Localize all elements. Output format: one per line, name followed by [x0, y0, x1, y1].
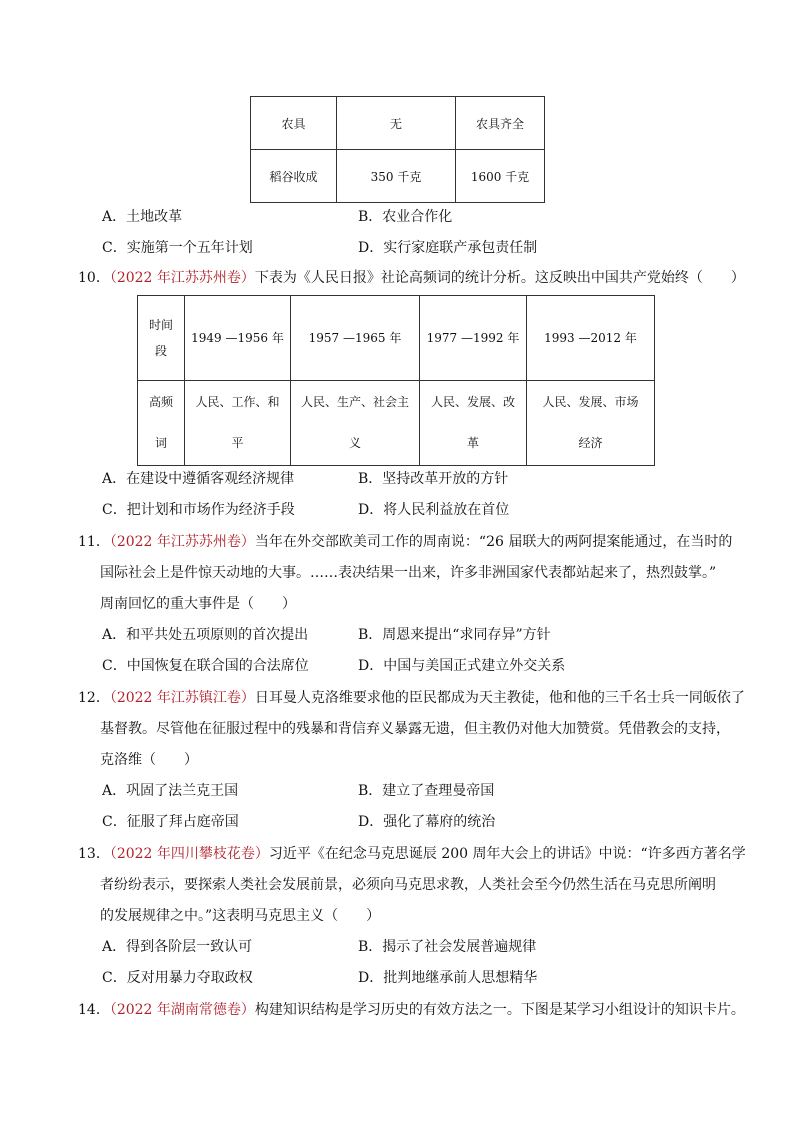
q10-option-c: C．把计划和市场作为经济手段 — [102, 502, 295, 518]
question-text: 日耳曼人克洛维要求他的臣民都成为天主教徒，他和他的三千名士兵一同皈依了 — [254, 690, 745, 706]
q9-option-b: B．农业合作化 — [358, 209, 453, 225]
question-source: （2022 年江苏苏州卷） — [109, 270, 255, 286]
q13-stem-line-3: 的发展规律之中。”这表明马克思主义（ ） — [100, 908, 381, 924]
table-cell: 350 千克 — [337, 150, 456, 203]
table-cell-line: 人民、工作、和 — [195, 395, 280, 409]
q12-option-a: A．巩固了法兰克王国 — [102, 783, 239, 799]
q12-stem-line-3: 克洛维（ ） — [100, 752, 198, 768]
question-source: （2022 年四川攀枝花卷） — [109, 846, 269, 862]
q9-option-a: A．土地改革 — [102, 209, 183, 225]
table-cell-line: 义 — [348, 436, 361, 450]
table-cell: 1993 —2012 年 — [527, 296, 655, 381]
question-source: （2022 年湖南常德卷） — [109, 1002, 255, 1018]
q12-option-c: C．征服了拜占庭帝国 — [102, 814, 239, 830]
question-text: 构建知识结构是学习历史的有效方法之一。下图是某学习小组设计的知识卡片。 — [254, 1002, 745, 1018]
q13-option-a: A．得到各阶层一致认可 — [102, 939, 253, 955]
question-source: （2022 年江苏苏州卷） — [109, 534, 255, 550]
table-cell-line: 平 — [231, 436, 244, 450]
q13-option-b: B．揭示了社会发展普遍规律 — [358, 939, 537, 955]
q10-stem — [78, 268, 745, 288]
q10-option-d: D．将人民利益放在首位 — [358, 502, 510, 518]
q12-option-d: D．强化了幕府的统治 — [358, 814, 496, 830]
table-row-label-line: 词 — [154, 436, 167, 450]
table-cell-line: 革 — [466, 436, 479, 450]
q11-option-d: D．中国与美国正式建立外交关系 — [358, 658, 566, 674]
q12-stem-line-1 — [78, 688, 745, 708]
table-cell: 1957 —1965 年 — [291, 296, 420, 381]
q12-option-b: B．建立了查理曼帝国 — [358, 783, 495, 799]
q11-option-a: A．和平共处五项原则的首次提出 — [102, 627, 309, 643]
q13-stem-line-2: 者纷纷表示，要探索人类社会发展前景，必须向马克思求教，人类社会至今仍然生活在马克思所阐明 — [100, 877, 716, 893]
question-9-table — [250, 96, 545, 203]
table-cell — [185, 381, 291, 466]
q11-option-c: C．中国恢复在联合国的合法席位 — [102, 658, 309, 674]
q9-option-c: C．实施第一个五年计划 — [102, 240, 253, 256]
table-header-cell — [138, 296, 185, 381]
q12-stem-line-2: 基督教。尽管他在征服过程中的残暴和背信弃义暴露无遗，但主教仍对他大加赞赏。凭借教会的支持， — [100, 721, 730, 737]
question-source: （2022 年江苏镇江卷） — [109, 690, 255, 706]
table-cell: 农具 — [251, 97, 337, 150]
table-header-label: 段 — [154, 344, 167, 358]
question-10-table — [137, 295, 655, 466]
table-cell — [420, 381, 527, 466]
question-number: 10． — [78, 270, 110, 286]
table-cell-line: 人民、发展、改 — [430, 395, 515, 409]
q13-stem-line-1 — [78, 844, 746, 864]
table-row-label — [138, 381, 185, 466]
table-cell: 农具齐全 — [456, 97, 545, 150]
table-cell-line: 人民、发展、市场 — [542, 395, 639, 409]
table-cell-line: 经济 — [578, 436, 603, 450]
question-text: 当年在外交部欧美司工作的周南说：“26 届联大的两阿提案能通过，在当时的 — [254, 534, 733, 550]
q14-stem — [78, 1000, 745, 1020]
table-cell: 无 — [337, 97, 456, 150]
table-cell: 1600 千克 — [456, 150, 545, 203]
q9-option-d: D．实行家庭联产承包责任制 — [358, 240, 538, 256]
question-number: 13． — [78, 846, 110, 862]
question-number: 12． — [78, 690, 110, 706]
q10-option-b: B．坚持改革开放的方针 — [358, 471, 509, 487]
table-cell: 1949 —1956 年 — [185, 296, 291, 381]
table-cell — [527, 381, 655, 466]
q13-option-c: C．反对用暴力夺取政权 — [102, 970, 253, 986]
table-cell: 稻谷收成 — [251, 150, 337, 203]
table-cell — [291, 381, 420, 466]
q13-option-d: D．批判地继承前人思想精华 — [358, 970, 538, 986]
question-number: 14． — [78, 1002, 110, 1018]
q11-option-b: B．周恩来提出“求同存异”方针 — [358, 627, 551, 643]
question-text: 习近平《在纪念马克思诞辰 200 周年大会上的讲话》中说：“许多西方著名学 — [268, 846, 746, 862]
question-text: 下表为《人民日报》社论高频词的统计分析。这反映出中国共产党始终（ ） — [254, 270, 745, 286]
table-row-label-line: 高频 — [148, 395, 173, 409]
q11-stem-line-1 — [78, 532, 732, 552]
table-cell-line: 人民、生产、社会主 — [300, 395, 409, 409]
question-number: 11． — [78, 534, 110, 550]
table-header-label: 时间 — [148, 318, 173, 332]
q11-stem-line-3: 周南回忆的重大事件是（ ） — [100, 596, 296, 612]
table-cell: 1977 —1992 年 — [420, 296, 527, 381]
q10-option-a: A．在建设中遵循客观经济规律 — [102, 471, 295, 487]
q11-stem-line-2: 国际社会上是件惊天动地的大事。……表决结果一出来，许多非洲国家代表都站起来了，热烈鼓掌。” — [100, 565, 717, 581]
